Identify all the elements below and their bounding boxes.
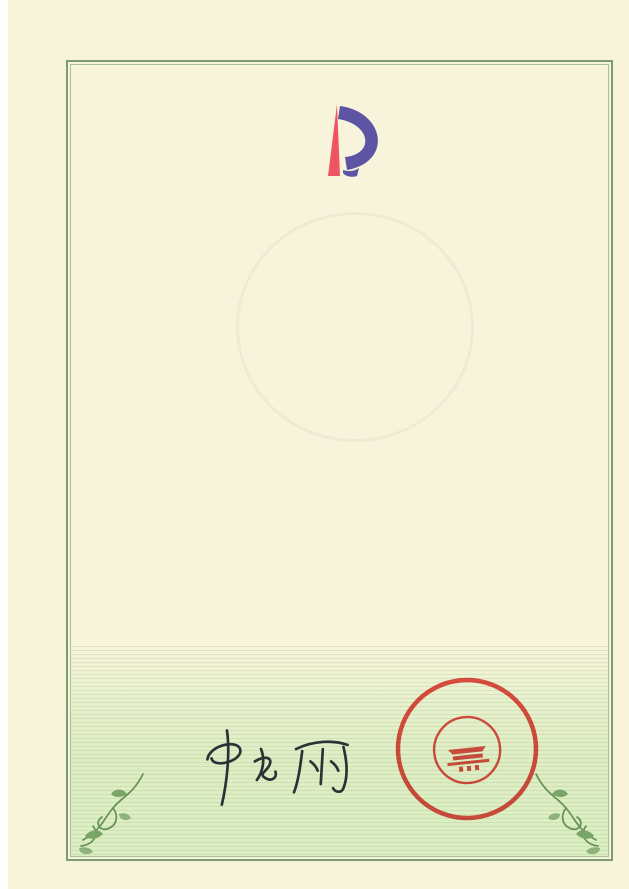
field-row-inventor [98, 315, 598, 354]
logo-p-shape [338, 106, 378, 170]
field-row-address [98, 469, 598, 508]
national-emblem-icon [431, 714, 504, 787]
field-row-name [98, 276, 598, 315]
cnipa-logo-icon [273, 94, 431, 202]
certificate-frame [66, 60, 613, 861]
field-row-patentee [98, 430, 598, 469]
field-row-filing-date [98, 392, 598, 431]
fields-block [98, 276, 598, 546]
official-seal-icon [391, 673, 543, 825]
barcode-icon [103, 693, 267, 709]
corner-flourish-left-icon [67, 768, 159, 860]
qr-code-icon [525, 104, 595, 174]
certificate-paper [8, 0, 629, 889]
field-row-patent-no [98, 353, 598, 392]
field-row-grant [98, 507, 598, 546]
logo-wedge [328, 104, 340, 176]
signature-icon [193, 717, 363, 812]
